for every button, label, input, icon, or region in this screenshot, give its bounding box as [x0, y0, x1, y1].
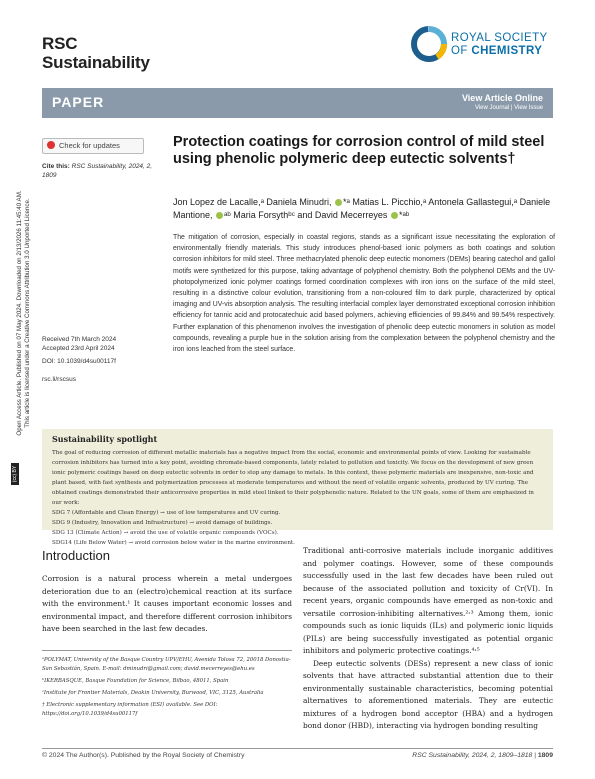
open-access-sidebar [16, 113, 32, 513]
citation [42, 163, 164, 180]
section-heading-introduction: Introduction [42, 548, 110, 563]
check-updates-icon [47, 141, 55, 149]
open-access-line1: Open Access Article. Published on 07 May 2024. Downloaded on 2/13/2026 11:45:40 AM. [16, 190, 23, 436]
footer-copyright: © 2024 The Author(s). Published by the Royal Society of Chemistry [42, 752, 245, 759]
rsc-logo-icon [411, 26, 447, 62]
page-number: 1809 [537, 752, 553, 759]
footer-citation: RSC Sustainability, 2024, 2, 1809–1818 | 1809 [412, 752, 553, 759]
footnote-divider [42, 650, 292, 651]
check-for-updates-label: Check for updates [59, 141, 120, 150]
authors-line1b: *ᵃ Matias L. Picchio,ᵃ Antonela Gallastegui,ᵃ [342, 197, 518, 207]
view-journal-issue-links[interactable]: View Journal | View Issue [474, 105, 543, 111]
rsc-logo-of: OF [451, 44, 468, 57]
rsc-logo[interactable] [411, 26, 553, 66]
body-column-right [303, 545, 553, 733]
orcid-icon[interactable] [391, 212, 398, 219]
authors-line1: Jon Lopez de Lacalle,ᵃ Daniela Minudri, [173, 197, 332, 207]
cite-label: Cite this: [42, 163, 70, 170]
body-column-left [42, 573, 292, 636]
footnote: ᵃPOLYMAT, University of the Basque Country UPV/EHU, Avenida Tolosa 72, 20018 Donostia-San Sebastián, Spain. E-mail: dminudri@gmail.com; david.mecerreyes@ehu.es [42, 657, 291, 672]
authors-line2a: Daniele Mantione, [173, 197, 551, 220]
spotlight-text: The goal of reducing corrosion of different metallic materials has a negative impact from the social, economic and environmental points of view. Looking for sustainable corrosion inhibitors has turned into a key point, avoiding chromate-based components, lately related to pollution and toxicity. We focus on the development of new green ionic polymeric coatings based on deep eutectic solvents in order to stop any damage to metals. In this context, these polymeric materials are inexpensive, non-toxic and plant based, with fast synthesis and polymerization processes at moderate temperatures and without the need of volatile organic solvents, produced by UV curing. The obtained coatings demonstrated their anticorrosive properties in mild steel linked to their polyphenolic nature. Related to the UN goals, some of them are emphasized in our work: [52, 450, 534, 506]
abstract: The mitigation of corrosion, especially in coastal regions, stands as a significant issue necessitating the exploration of environmentally friendly materials. This study introduces phenol-based ionic polymers as both coatings and solution corrosion inhibitors for mild steel. Three methacrylated phenolic deep eutectic monomers (DEMs) bearing catechol and gallol motifs were synthetized for this purpose, taking advantage of polyphenol chemistry. Both the polyphenol DEMs and the UV-photopolymerized ionic polymer coatings formed coordination complexes with iron ions on the surface of the mild steel, resulting in a distinctive colour evolution, transitioning from a non-coloured film to dark purple, characterized by optical imaging and UV-vis absorption analysis. The resulting interfacial complex layer demonstrated exceptional corrosion inhibition efficiency for tannic acid and protocatechuic acid based polymers, achieving efficiencies of 99.84% and 99.54% respectively. Further explanation of this phenomenon involves the investigation of phenolic deep eutectic monomers in solution as model compounds, revealing a purple hue in the solution arising from the complexation between the polyphenol chemistry and the iron ions leached from the steel surface. [173, 234, 555, 354]
authors-line2b: ᵃᵇ Maria Forsythᵇᶜ and David Mecerreyes [224, 210, 388, 220]
spotlight-body [52, 448, 544, 548]
paragraph: Deep eutectic solvents (DESs) represent a new class of ionic solvents that have attracted substantial attention due to their environmentally sustainable characteristics, becoming potential alternatives to aforementioned materials. They are eutectic mixtures of a hydrogen bond acceptor (HBA) and a hydrogen bond donor (HBD), interacting via hydrogen bonding resulting [303, 658, 553, 730]
paragraph: Traditional anti-corrosive materials include inorganic additives and polymer coatings. However, some of these compounds successfully used in the last few decades have been ruled out because of the associated pollution and toxicity of Cr(VI). In recent years, organic compounds have emerged as non-toxic and versatile corrosion-inhibiting alternatives.²˒³ Among them, ionic compounds such as ionic liquids (ILs) and polymeric ionic liquids (PILs) are being successfully investigated as potential organic inhibitors and polymeric protective coatings.⁴˒⁵ [303, 546, 553, 655]
orcid-icon[interactable] [335, 199, 342, 206]
orcid-icon[interactable] [216, 212, 223, 219]
footer-journal: RSC Sustainability, 2024, 2, 1809–1818 [412, 752, 533, 759]
check-for-updates-button[interactable] [42, 138, 144, 154]
rsc-logo-line1: ROYAL SOCIETY [451, 32, 548, 44]
journal-name-line2: Sustainability [42, 53, 150, 72]
article-type-label: PAPER [52, 94, 105, 110]
spotlight-sdg: SDG 9 (Industry, Innovation and Infrastructure) → avoid damage of buildings. [52, 520, 273, 526]
footer-divider [42, 748, 553, 749]
footnote[interactable]: † Electronic supplementary information (ESI) available. See DOI: https://doi.org/10.1039/d4su00117f [42, 702, 218, 717]
author-list [173, 196, 558, 222]
spotlight-sdg: SDG14 (Life Below Water) → avoid corrosion below water in the marine environment. [52, 540, 295, 546]
journal-name-line1: RSC [42, 34, 78, 53]
paragraph: Corrosion is a natural process wherein a metal undergoes deterioration due to an (electro)chemical reaction at its surface with the environment.¹ It causes important economic losses and environmental impact, and therefore different corrosion inhibitors have been searched in the last few decades. [42, 574, 292, 633]
view-article-online-link[interactable]: View Article Online [461, 93, 543, 103]
doi[interactable]: DOI: 10.1039/d4su00117f [42, 358, 116, 365]
article-dates [42, 336, 164, 353]
cc-license-icon[interactable]: (cc) BY [11, 463, 19, 485]
open-access-line2[interactable]: This article is licensed under a Creative Commons Attribution 3.0 Unported Licence. [24, 198, 31, 428]
footnote: ᶜInstitute for Frontier Materials, Deakin University, Burwood, VIC, 3125, Australia [42, 690, 264, 696]
spotlight-title: Sustainability spotlight [52, 434, 158, 444]
rsc-short-link[interactable]: rsc.li/rscsus [42, 376, 76, 383]
footnotes [42, 656, 292, 722]
authors-line2c: *ᵃᵇ [398, 210, 410, 220]
cite-text: RSC Sustainability, 2024, 2, 1809 [42, 163, 153, 179]
received-date: Received 7th March 2024 [42, 336, 117, 343]
journal-name [42, 34, 150, 72]
article-title: Protection coatings for corrosion control of mild steel using phenolic polymeric deep eutectic solvents† [173, 134, 545, 167]
rsc-logo-chemistry: CHEMISTRY [471, 44, 543, 57]
accepted-date: Accepted 23rd April 2024 [42, 344, 115, 352]
spotlight-sdg: SDG 7 (Affordable and Clean Energy) → use of low temperatures and UV curing. [52, 510, 281, 516]
footnote: ᵇIKERBASQUE, Basque Foundation for Science, Bilbao, 48011, Spain [42, 678, 229, 684]
spotlight-sdg: SDG 13 (Climate Action) → avoid the use of volatile organic compounds (VOCs). [52, 530, 279, 536]
